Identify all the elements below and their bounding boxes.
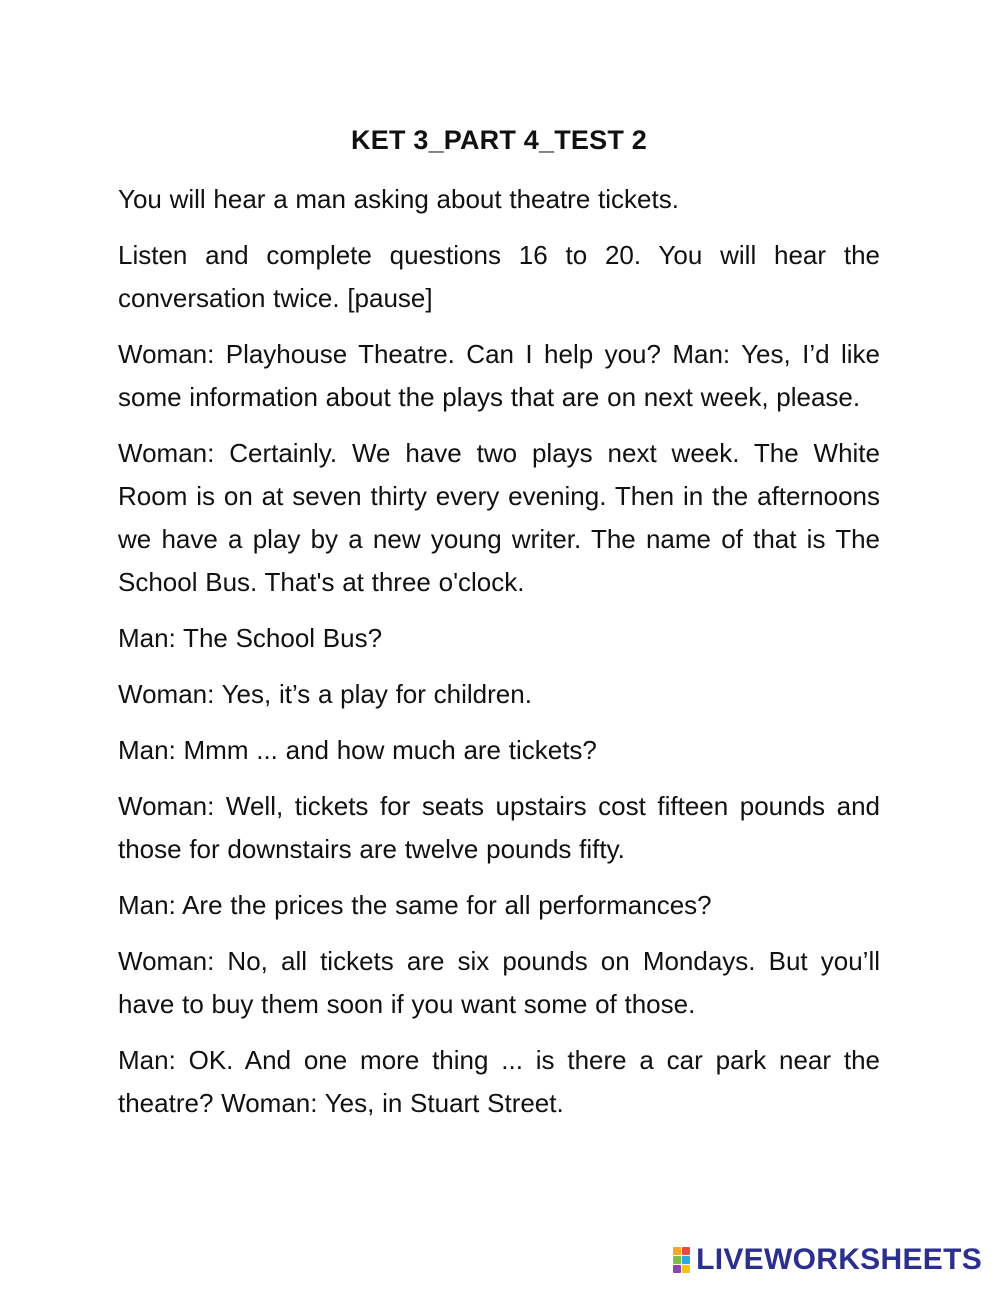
paragraph: Woman: Playhouse Theatre. Can I help you? Man: Yes, I’d like some information about the plays that are on next week, please.	[118, 339, 880, 412]
paragraph: Woman: Certainly. We have two plays next week. The White Room is on at seven thirty every evening. Then in the afternoons we have a play by a new young writer. The name of that is The School Bus. That's at three o'clock.	[118, 438, 880, 597]
logo-square	[673, 1256, 681, 1264]
paragraph: Woman: Yes, it’s a play for children.	[118, 679, 532, 709]
paragraph: Man: The School Bus?	[118, 623, 383, 653]
liveworksheets-footer[interactable]	[673, 1243, 982, 1277]
logo-square	[673, 1247, 681, 1255]
paragraph: Man: OK. And one more thing ... is there a car park near the theatre? Woman: Yes, in Stuart Street.	[118, 1045, 880, 1118]
paragraph: Man: Are the prices the same for all performances?	[118, 890, 712, 920]
logo-square	[682, 1247, 690, 1255]
logo-square	[682, 1256, 690, 1264]
page-title: KET 3_PART 4_TEST 2	[351, 125, 647, 155]
paragraph: Man: Mmm ... and how much are tickets?	[118, 735, 597, 765]
logo-square	[682, 1265, 690, 1273]
paragraph: Woman: Well, tickets for seats upstairs cost fifteen pounds and those for downstairs are twelve pounds fifty.	[118, 791, 880, 864]
worksheet-page	[118, 118, 880, 1138]
paragraph: Listen and complete questions 16 to 20. You will hear the conversation twice. [pause]	[118, 240, 880, 313]
transcript	[118, 178, 880, 1125]
paragraph: You will hear a man asking about theatre tickets.	[118, 184, 679, 214]
paragraph: Woman: No, all tickets are six pounds on Mondays. But you’ll have to buy them soon if you want some of those.	[118, 946, 880, 1019]
liveworksheets-logo-icon	[673, 1247, 690, 1273]
brand-name: LIVEWORKSHEETS	[696, 1243, 982, 1276]
logo-square	[673, 1265, 681, 1273]
